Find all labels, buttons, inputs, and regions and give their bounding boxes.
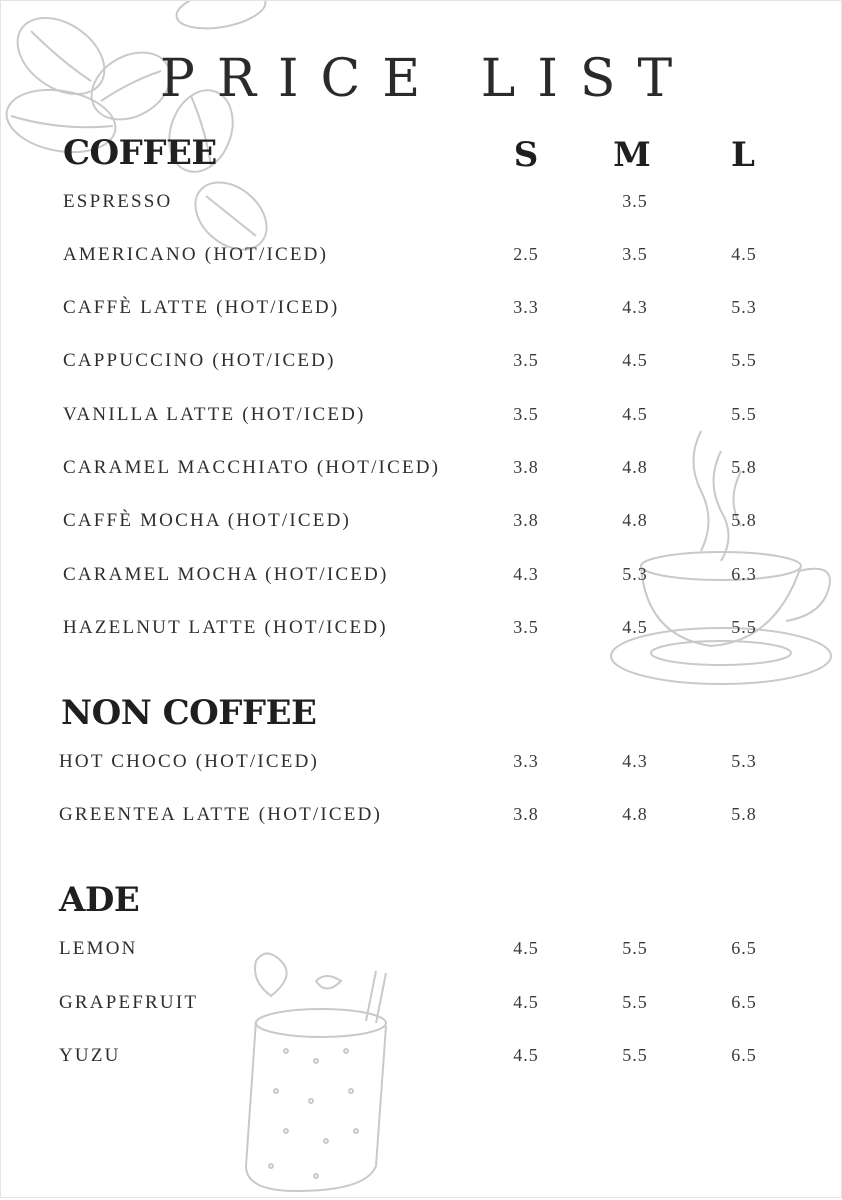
price-large: 5.8: [731, 804, 757, 824]
item-name: YUZU: [59, 1045, 121, 1066]
section-title-coffee: COFFEE: [63, 133, 217, 173]
price-large: 5.5: [731, 404, 757, 424]
price-large: 5.8: [731, 457, 757, 477]
item-name: CAPPUCCINO (HOT/ICED): [63, 350, 336, 371]
price-medium: 4.5: [622, 350, 648, 370]
item-name: CARAMEL MACCHIATO (HOT/ICED): [63, 457, 441, 478]
price-medium: 5.5: [622, 992, 648, 1012]
price-small: 4.5: [513, 1045, 539, 1065]
menu-item: [1, 404, 842, 434]
price-large: 6.5: [731, 938, 757, 958]
size-header-s: S: [513, 135, 539, 175]
price-medium: 4.3: [622, 751, 648, 771]
price-large: 6.5: [731, 992, 757, 1012]
menu-item: [1, 1045, 842, 1075]
item-name: GRAPEFRUIT: [59, 992, 199, 1013]
size-header-l: L: [731, 135, 755, 175]
item-name: GREENTEA LATTE (HOT/ICED): [59, 804, 383, 825]
menu-item: [1, 297, 842, 327]
menu-item: [1, 350, 842, 380]
price-medium: 5.5: [622, 938, 648, 958]
page-title: PRICE LIST: [159, 49, 695, 109]
price-small: 4.3: [513, 564, 539, 584]
price-medium: 4.5: [622, 404, 648, 424]
price-large: 5.3: [731, 297, 757, 317]
section-title-non-coffee: NON COFFEE: [61, 693, 317, 733]
item-name: HOT CHOCO (HOT/ICED): [59, 751, 320, 772]
item-name: CAFFÈ MOCHA (HOT/ICED): [63, 510, 352, 531]
price-large: 5.3: [731, 751, 757, 771]
price-small: 3.5: [513, 617, 539, 637]
price-large: 5.5: [731, 617, 757, 637]
price-small: 3.5: [513, 404, 539, 424]
price-large: 6.5: [731, 1045, 757, 1065]
menu-item: [1, 938, 842, 968]
item-name: ESPRESSO: [63, 191, 173, 212]
price-medium: 4.8: [622, 457, 648, 477]
menu-item: [1, 617, 842, 647]
menu-item: [1, 244, 842, 274]
price-medium: 5.5: [622, 1045, 648, 1065]
menu-item: [1, 992, 842, 1022]
price-medium: 3.5: [622, 244, 648, 264]
price-medium: 4.3: [622, 297, 648, 317]
menu-item: [1, 510, 842, 540]
price-medium: 4.5: [622, 617, 648, 637]
price-small: 4.5: [513, 938, 539, 958]
price-small: 2.5: [513, 244, 539, 264]
item-name: HAZELNUT LATTE (HOT/ICED): [63, 617, 388, 638]
item-name: AMERICANO (HOT/ICED): [63, 244, 329, 265]
item-name: CAFFÈ LATTE (HOT/ICED): [63, 297, 340, 318]
menu-item: [1, 751, 842, 781]
item-name: VANILLA LATTE (HOT/ICED): [63, 404, 366, 425]
price-small: 3.8: [513, 510, 539, 530]
price-medium: 3.5: [622, 191, 648, 211]
price-large: 4.5: [731, 244, 757, 264]
section-title-ade: ADE: [59, 880, 140, 920]
price-large: 6.3: [731, 564, 757, 584]
size-header-m: M: [613, 135, 651, 175]
item-name: LEMON: [59, 938, 138, 959]
price-small: 3.8: [513, 457, 539, 477]
price-large: 5.5: [731, 350, 757, 370]
price-medium: 4.8: [622, 804, 648, 824]
menu-item: [1, 804, 842, 834]
menu-item: [1, 564, 842, 594]
price-small: 4.5: [513, 992, 539, 1012]
price-medium: 4.8: [622, 510, 648, 530]
price-small: 3.5: [513, 350, 539, 370]
price-small: 3.3: [513, 751, 539, 771]
price-large: 5.8: [731, 510, 757, 530]
price-small: 3.3: [513, 297, 539, 317]
menu-item: [1, 191, 842, 221]
price-medium: 5.3: [622, 564, 648, 584]
price-small: 3.8: [513, 804, 539, 824]
item-name: CARAMEL MOCHA (HOT/ICED): [63, 564, 389, 585]
menu-item: [1, 457, 842, 487]
